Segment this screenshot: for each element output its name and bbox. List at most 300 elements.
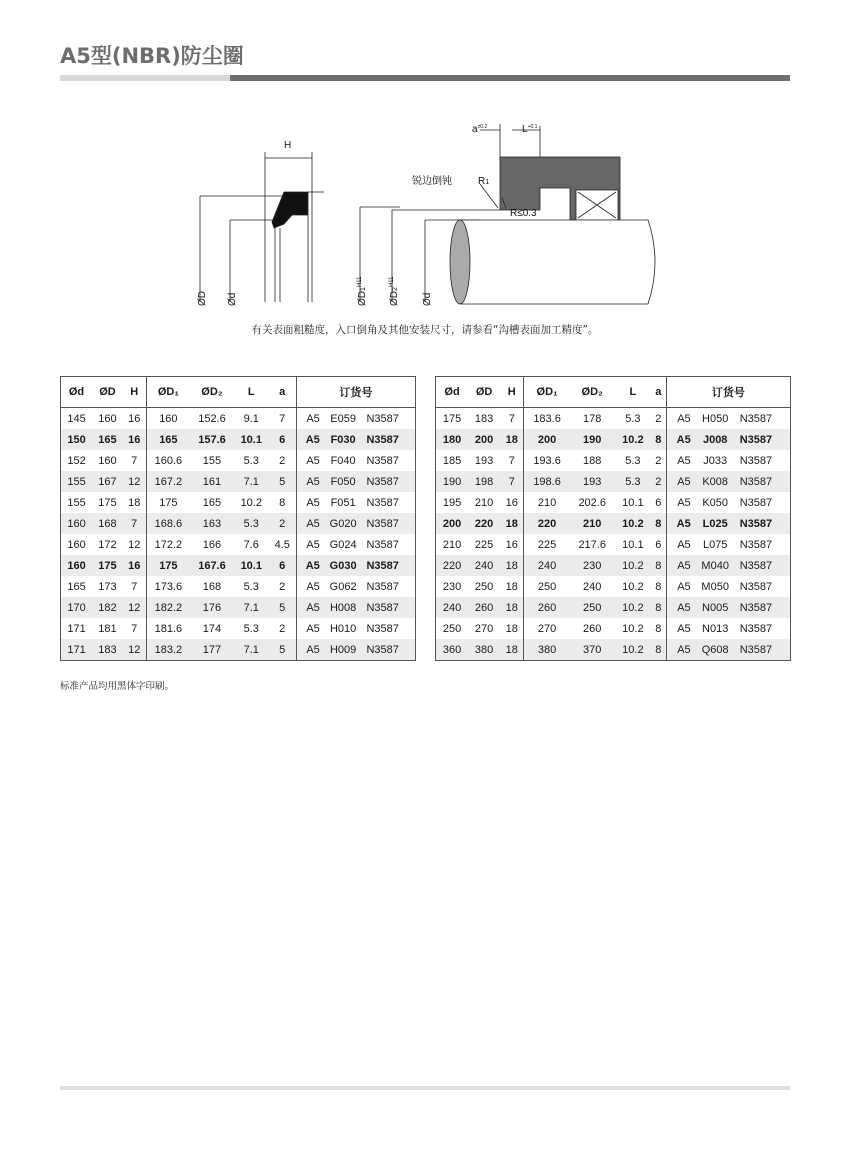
table-row	[61, 408, 416, 430]
table-cell: 16	[505, 496, 518, 509]
table-cell: N3587	[738, 471, 791, 492]
table-cell: N3587	[364, 597, 415, 618]
table-cell: 152	[67, 454, 86, 467]
table-cell: 6	[269, 555, 296, 576]
table-cell: N3587	[739, 496, 773, 509]
table-cell: N013	[702, 622, 729, 635]
table-cell: 175	[98, 496, 117, 509]
table-row	[436, 429, 791, 450]
table-cell: 157.6	[190, 429, 234, 450]
col-header: ØD	[92, 377, 123, 408]
table-cell: 174	[202, 622, 222, 635]
table-cell: A5	[666, 639, 693, 661]
table-cell: 18	[505, 580, 518, 593]
table-cell: 240	[436, 597, 469, 618]
table-cell: A5	[666, 429, 693, 450]
table-cell: A5	[666, 618, 693, 639]
table-cell: N3587	[364, 429, 415, 450]
table-cell: 230	[570, 555, 615, 576]
table-cell: N3587	[366, 496, 399, 509]
dim-d-shaft-label: Ød	[422, 292, 433, 306]
table-cell: N3587	[366, 622, 399, 635]
table-cell: 6	[655, 538, 662, 551]
table-cell: 183	[92, 639, 123, 661]
table-cell: N3587	[738, 513, 791, 534]
table-cell: 8	[651, 555, 666, 576]
table-cell: 240	[468, 555, 500, 576]
table-cell: A5	[296, 576, 322, 597]
table-cell: L075	[702, 538, 728, 551]
table-row	[61, 555, 416, 576]
table-cell: A5	[296, 408, 322, 430]
table-cell: 175	[92, 555, 123, 576]
table-cell: 210	[474, 496, 494, 509]
col-header: ØD₂	[570, 377, 615, 408]
table-cell: 5	[269, 471, 296, 492]
shaft-end	[450, 220, 470, 304]
table-cell: 10.2	[615, 639, 651, 661]
table-row	[61, 471, 416, 492]
table-cell: 8	[651, 513, 666, 534]
table-cell: 5.3	[234, 513, 269, 534]
table-cell: 12	[128, 538, 141, 551]
table-cell: 10.2	[622, 580, 644, 593]
table-cell: 150	[61, 429, 93, 450]
table-cell: 250	[570, 597, 615, 618]
table-cell: 220	[524, 513, 570, 534]
dim-h-label: H	[284, 140, 292, 151]
table-cell: N3587	[738, 555, 791, 576]
table-cell: 10.2	[622, 622, 644, 635]
table-row	[61, 429, 416, 450]
table-cell: 155	[202, 454, 222, 467]
spec-table-right	[435, 376, 791, 661]
table-cell: 10.2	[615, 555, 651, 576]
table-cell: N3587	[739, 412, 773, 425]
table-cell: 18	[500, 429, 524, 450]
dim-d-label: Ød	[227, 292, 238, 306]
table-cell: 182	[92, 597, 123, 618]
table-cell: 163	[190, 513, 234, 534]
table-cell: 18	[500, 513, 524, 534]
col-header: ØD₁	[146, 377, 190, 408]
table-cell: 2	[651, 471, 666, 492]
table-cell: 7.1	[234, 597, 269, 618]
table-row	[61, 639, 416, 661]
shaft	[460, 220, 655, 304]
table-cell: 7	[123, 513, 146, 534]
table-cell: N3587	[738, 639, 791, 661]
table-cell: 172.2	[146, 534, 190, 555]
table-cell: A5	[666, 492, 693, 513]
table-cell: 7	[131, 580, 138, 593]
table-cell: 270	[524, 618, 570, 639]
table-cell: 240	[524, 555, 570, 576]
table-cell: 2	[655, 412, 662, 425]
table-cell: 18	[500, 555, 524, 576]
table-row	[436, 471, 791, 492]
table-cell: 161	[190, 471, 234, 492]
table-cell: 6	[655, 496, 662, 509]
table-cell: 7.1	[234, 639, 269, 661]
table-cell: H050	[702, 412, 729, 425]
table-cell: 5.3	[243, 454, 259, 467]
table-row	[436, 555, 791, 576]
col-header: a	[651, 377, 666, 408]
table-cell: 166	[202, 538, 222, 551]
table-cell: 160	[61, 513, 93, 534]
table-cell: 7.6	[243, 538, 259, 551]
table-cell: 181.6	[146, 618, 190, 639]
table-cell: 193	[474, 454, 494, 467]
table-cell: M050	[701, 580, 729, 593]
table-cell: Q608	[693, 639, 738, 661]
table-cell: 168.6	[146, 513, 190, 534]
dim-l-label: $L^{+0.1}$	[522, 124, 538, 135]
table-cell: 198.6	[524, 471, 570, 492]
table-cell: 2	[279, 580, 286, 593]
table-cell: 10.1	[234, 555, 269, 576]
table-cell: 190	[436, 471, 469, 492]
table-row	[436, 618, 791, 639]
table-cell: 9.1	[243, 412, 259, 425]
table-cell: A5	[296, 450, 322, 471]
table-cell: 200	[524, 429, 570, 450]
table-cell: 370	[570, 639, 615, 661]
table-cell: N3587	[739, 622, 773, 635]
table-cell: 220	[436, 555, 469, 576]
table-cell: 10.2	[240, 496, 262, 509]
table-cell: G030	[322, 555, 365, 576]
table-cell: N3587	[366, 412, 399, 425]
dim-r-label: R≤0.3	[510, 208, 537, 219]
table-cell: H009	[322, 639, 365, 661]
table-cell: 18	[500, 639, 524, 661]
table-cell: F050	[322, 471, 365, 492]
table-cell: 195	[442, 496, 462, 509]
table-cell: 160	[61, 555, 93, 576]
table-cell: F051	[330, 496, 356, 509]
table-cell: 183	[474, 412, 494, 425]
table-cell: 183.6	[524, 408, 570, 430]
table-cell: 2	[269, 513, 296, 534]
table-cell: 171	[61, 639, 93, 661]
col-header: L	[615, 377, 651, 408]
table-cell: N3587	[366, 538, 399, 551]
dim-a-label: $a^{\pm 0.2}$	[472, 124, 488, 135]
table-cell: A5	[666, 513, 693, 534]
table-cell: 188	[583, 454, 602, 467]
table-cell: N3587	[364, 471, 415, 492]
table-cell: A5	[296, 471, 322, 492]
table-cell: 8	[655, 580, 662, 593]
table-header-row	[61, 377, 416, 408]
table-cell: 170	[61, 597, 93, 618]
table-cell: A5	[296, 597, 322, 618]
table-cell: G062	[329, 580, 357, 593]
table-cell: K008	[693, 471, 738, 492]
table-cell: 167.2	[146, 471, 190, 492]
table-cell: 7	[131, 622, 138, 635]
table-cell: A5	[666, 471, 693, 492]
table-row	[61, 450, 416, 471]
table-cell: 173	[98, 580, 117, 593]
table-cell: 5	[269, 639, 296, 661]
table-cell: 240	[583, 580, 602, 593]
table-cell: 12	[123, 471, 146, 492]
table-cell: J033	[703, 454, 728, 467]
col-header: 订货号	[666, 377, 790, 408]
table-cell: A5	[296, 534, 322, 555]
table-cell: N3587	[364, 555, 415, 576]
col-header: ØD₂	[190, 377, 234, 408]
table-cell: N3587	[364, 639, 415, 661]
table-cell: 5.3	[615, 471, 651, 492]
table-cell: 7	[131, 454, 138, 467]
table-cell: 8	[651, 597, 666, 618]
table-cell: 200	[436, 513, 469, 534]
table-cell: 5	[269, 597, 296, 618]
table-cell: 175	[442, 412, 462, 425]
table-cell: 6	[269, 429, 296, 450]
table-cell: G024	[329, 538, 357, 551]
table-cell: 210	[442, 538, 462, 551]
page-title: A5型(NBR)防尘圈	[60, 44, 244, 68]
table-cell: 7	[508, 412, 515, 425]
table-cell: A5	[666, 534, 693, 555]
seal-diagram	[180, 112, 680, 312]
table-cell: 167	[92, 471, 123, 492]
table-cell: 185	[442, 454, 462, 467]
table-row	[61, 513, 416, 534]
table-cell: N3587	[738, 429, 791, 450]
col-header: Ød	[436, 377, 469, 408]
table-cell: 5.3	[243, 622, 259, 635]
table-cell: 8	[651, 429, 666, 450]
table-row	[61, 492, 416, 513]
table-cell: 210	[570, 513, 615, 534]
chamfer-label: 锐边倒钝	[412, 176, 452, 187]
table-cell: A5	[666, 555, 693, 576]
title-rule-dark	[230, 75, 790, 81]
table-row	[436, 450, 791, 471]
table-cell: 183.2	[146, 639, 190, 661]
table-cell: 12	[123, 639, 146, 661]
table-cell: A5	[666, 408, 693, 430]
table-cell: L025	[693, 513, 738, 534]
table-cell: N3587	[738, 597, 791, 618]
table-cell: N3587	[366, 580, 399, 593]
table-cell: 175	[146, 555, 190, 576]
table-cell: A5	[296, 429, 322, 450]
table-cell: 5.3	[625, 454, 641, 467]
table-cell: 160	[146, 408, 190, 430]
table-cell: 176	[190, 597, 234, 618]
table-cell: 10.2	[615, 597, 651, 618]
table-cell: 250	[442, 622, 462, 635]
table-cell: 165	[67, 580, 86, 593]
col-header: H	[123, 377, 146, 408]
table-cell: A5	[296, 639, 322, 661]
dim-d2-label: $ØD2^{H11}$	[389, 276, 400, 306]
table-cell: 160.6	[146, 450, 190, 471]
table-cell: H008	[322, 597, 365, 618]
table-cell: 152.6	[198, 412, 226, 425]
col-header: a	[269, 377, 296, 408]
table-row	[61, 534, 416, 555]
table-cell: 190	[570, 429, 615, 450]
col-header: Ød	[61, 377, 93, 408]
table-cell: 2	[279, 622, 286, 635]
table-cell: J008	[693, 429, 738, 450]
table-cell: 7	[508, 454, 515, 467]
table-cell: 8	[279, 496, 286, 509]
table-cell: 10.1	[622, 496, 644, 509]
footnote: 标准产品均用黑体字印刷。	[60, 681, 175, 692]
table-cell: 160	[98, 454, 117, 467]
table-cell: 16	[123, 555, 146, 576]
table-cell: 270	[474, 622, 494, 635]
table-row	[436, 408, 791, 430]
table-cell: 16	[505, 538, 518, 551]
table-row	[436, 576, 791, 597]
installation-note: 有关表面粗糙度，入口倒角及其他安装尺寸，请参看“沟槽表面加工精度”。	[251, 324, 599, 336]
table-cell: 210	[524, 492, 570, 513]
table-cell: 7	[279, 412, 286, 425]
table-cell: 2	[655, 454, 662, 467]
col-header: ØD	[468, 377, 500, 408]
table-cell: 4.5	[274, 538, 290, 551]
table-cell: 18	[500, 597, 524, 618]
table-cell: N3587	[739, 454, 773, 467]
table-cell: 182.2	[146, 597, 190, 618]
dim-r1-label: R1	[478, 176, 490, 187]
table-row	[61, 618, 416, 639]
table-cell: 18	[128, 496, 141, 509]
table-cell: N3587	[364, 513, 415, 534]
table-cell: 5.3	[243, 580, 259, 593]
title-rule-light	[60, 75, 230, 81]
table-cell: E059	[330, 412, 356, 425]
table-cell: 225	[524, 534, 570, 555]
table-cell: 160	[67, 538, 86, 551]
table-cell: 7	[500, 471, 524, 492]
bottom-rule	[60, 1086, 790, 1090]
col-header: L	[234, 377, 269, 408]
table-cell: 175	[146, 492, 190, 513]
table-cell: 7.1	[234, 471, 269, 492]
table-cell: 360	[436, 639, 469, 661]
table-cell: A5	[296, 555, 322, 576]
table-cell: 10.1	[234, 429, 269, 450]
table-row	[61, 597, 416, 618]
table-cell: 168	[92, 513, 123, 534]
table-cell: 193	[570, 471, 615, 492]
table-cell: N005	[693, 597, 738, 618]
table-cell: 165	[92, 429, 123, 450]
table-cell: 230	[442, 580, 462, 593]
table-cell: 202.6	[578, 496, 606, 509]
table-cell: 10.2	[615, 429, 651, 450]
table-cell: 260	[583, 622, 602, 635]
table-cell: 8	[655, 622, 662, 635]
table-row	[436, 534, 791, 555]
table-cell: 250	[474, 580, 494, 593]
table-cell: 380	[524, 639, 570, 661]
table-cell: 165	[146, 429, 190, 450]
table-cell: K050	[702, 496, 729, 509]
table-cell: 12	[123, 597, 146, 618]
table-cell: 181	[98, 622, 117, 635]
table-row	[436, 639, 791, 661]
table-cell: 165	[202, 496, 222, 509]
table-cell: 225	[474, 538, 494, 551]
table-header-row	[436, 377, 791, 408]
table-cell: 173.6	[146, 576, 190, 597]
table-cell: 172	[98, 538, 117, 551]
seal-profile	[272, 192, 308, 228]
table-cell: 180	[436, 429, 469, 450]
table-cell: F040	[330, 454, 356, 467]
spec-table-left	[60, 376, 416, 661]
table-cell: A5	[296, 492, 322, 513]
table-cell: G020	[322, 513, 365, 534]
table-cell: N3587	[739, 580, 773, 593]
table-cell: 10.1	[622, 538, 644, 551]
table-cell: 155	[67, 496, 86, 509]
table-cell: M040	[693, 555, 738, 576]
table-cell: 145	[67, 412, 86, 425]
table-cell: N3587	[366, 454, 399, 467]
table-cell: 220	[468, 513, 500, 534]
table-cell: 198	[468, 471, 500, 492]
table-cell: 167.6	[190, 555, 234, 576]
table-cell: 16	[123, 429, 146, 450]
table-cell: A5	[296, 513, 322, 534]
col-header: H	[500, 377, 524, 408]
table-row	[436, 597, 791, 618]
table-cell: 155	[61, 471, 93, 492]
table-cell: 260	[524, 597, 570, 618]
table-cell: 18	[505, 622, 518, 635]
table-row	[436, 492, 791, 513]
table-cell: 193.6	[524, 450, 570, 471]
table-cell: 200	[468, 429, 500, 450]
table-cell: A5	[296, 618, 322, 639]
dim-od-label: ØD	[197, 291, 208, 306]
table-cell: 5.3	[625, 412, 641, 425]
table-cell: 250	[524, 576, 570, 597]
table-cell: A5	[666, 450, 693, 471]
table-cell: 8	[651, 639, 666, 661]
table-cell: 178	[583, 412, 602, 425]
table-cell: 168	[202, 580, 222, 593]
col-header: 订货号	[296, 377, 415, 408]
table-cell: 171	[67, 622, 86, 635]
table-cell: 10.2	[615, 513, 651, 534]
table-cell: 260	[468, 597, 500, 618]
dim-d1-label: $ØD1^{H11}$	[357, 276, 368, 306]
table-cell: 177	[190, 639, 234, 661]
table-cell: 380	[468, 639, 500, 661]
table-cell: 217.6	[578, 538, 606, 551]
table-cell: 160	[98, 412, 117, 425]
table-cell: 2	[279, 454, 286, 467]
col-header: ØD₁	[524, 377, 570, 408]
table-cell: 16	[128, 412, 141, 425]
table-row	[61, 576, 416, 597]
table-row	[436, 513, 791, 534]
